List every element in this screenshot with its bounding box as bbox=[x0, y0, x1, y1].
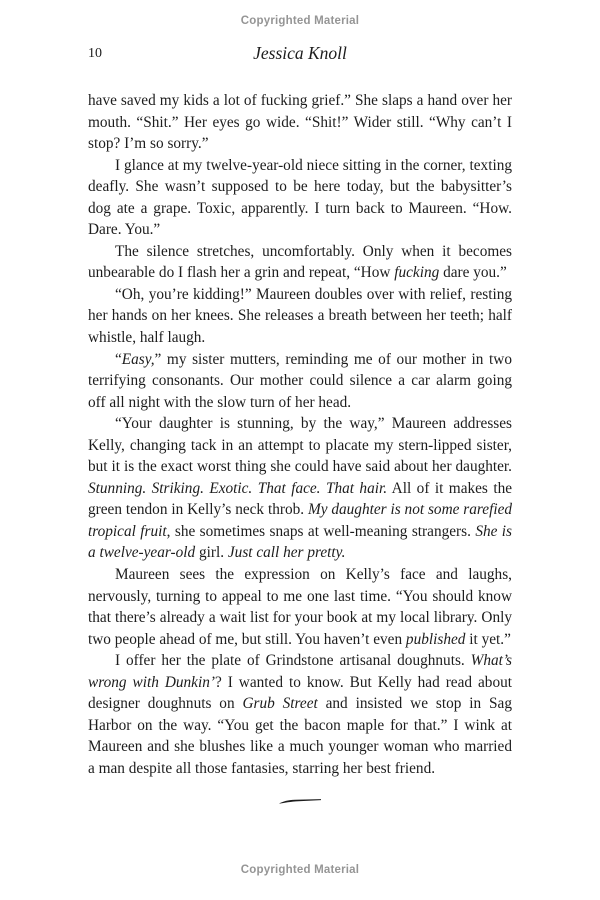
section-break-ornament bbox=[278, 796, 322, 806]
text-segment: have saved my kids a lot of fucking grief.” She slaps a hand over her mouth. “Shit.” Her eyes go wide. “Shit!” Wider still. “Why can’t I stop? I’m so sorry.” bbox=[88, 92, 512, 153]
italic-text-segment: Just call her pretty. bbox=[227, 544, 346, 562]
text-segment: girl. bbox=[195, 544, 228, 562]
italic-text-segment: published bbox=[405, 630, 466, 648]
paragraph bbox=[88, 284, 512, 349]
copyright-notice-bottom: Copyrighted Material bbox=[240, 864, 360, 876]
italic-text-segment: fucking bbox=[394, 264, 440, 282]
text-segment: ? I wanted to know. But Kelly had read about designer doughnuts on bbox=[88, 673, 512, 713]
italic-text-segment: Easy, bbox=[121, 350, 155, 368]
text-segment: ” my sister mutters, reminding me of our mother in two terrifying consonants. Our mother could silence a car alarm going off all night with the slow turn of her head. bbox=[88, 350, 512, 411]
paragraph bbox=[88, 349, 512, 414]
italic-text-segment: Stunning. Striking. Exotic. That face. That hair. bbox=[88, 479, 388, 497]
page-number: 10 bbox=[88, 46, 102, 61]
text-segment: The silence stretches, uncomfortably. Only when it becomes unbearable do I flash her a grin and repeat, “How bbox=[88, 242, 512, 282]
body-text bbox=[88, 90, 512, 780]
text-segment: and insisted we stop in Sag Harbor on the way. “You get the bacon maple for that.” I wink at Maureen and she blushes like a much younger woman who married a man despite all those fantasies, starring her best friend. bbox=[88, 695, 512, 777]
text-segment: , she sometimes snaps at well-meaning strangers. bbox=[166, 522, 476, 540]
text-segment: dare you.” bbox=[439, 264, 507, 282]
text-segment: I glance at my twelve-year-old niece sitting in the corner, texting deafly. She wasn’t supposed to be here today, but the babysitter’s dog ate a grape. Toxic, apparently. I turn back to Maureen. “How. Dare. You.” bbox=[88, 156, 512, 239]
text-segment: “Your daughter is stunning, by the way,” Maureen addresses Kelly, changing tack in an attempt to placate my stern-lipped sister, but it is the exact worst thing she could have said about her daughter. bbox=[88, 415, 512, 476]
text-segment: All of it makes the green tendon in Kelly’s neck throb. bbox=[88, 479, 513, 519]
italic-text-segment: My daughter is not some rarefied tropical fruit bbox=[88, 501, 513, 540]
text-segment: Maureen sees the expression on Kelly’s face and laughs, nervously, turning to appeal to me one last time. “You should know that there’s already a wait list for your book at my local library. Only two people ahead of me, but still. You haven’t even bbox=[88, 566, 512, 648]
italic-text-segment: Grub Street bbox=[242, 695, 318, 713]
text-segment: “ bbox=[115, 350, 122, 368]
paragraph bbox=[88, 155, 512, 241]
paragraph bbox=[88, 413, 512, 564]
flourish-icon bbox=[278, 796, 322, 806]
italic-text-segment: What’s wrong with Dunkin’ bbox=[88, 652, 512, 691]
paragraph bbox=[88, 564, 512, 650]
copyright-notice-top: Copyrighted Material bbox=[240, 15, 360, 27]
text-segment: I offer her the plate of Grindstone artisanal doughnuts. bbox=[115, 652, 471, 670]
paragraph bbox=[88, 241, 512, 284]
page-header bbox=[88, 43, 512, 65]
paragraph bbox=[88, 90, 512, 155]
text-segment: it yet.” bbox=[465, 630, 511, 648]
paragraph bbox=[88, 650, 512, 779]
running-header-author: Jessica Knoll bbox=[253, 43, 347, 63]
text-segment: “Oh, you’re kidding!” Maureen doubles over with relief, resting her hands on her knees. She releases a breath between her teeth; half whistle, half laugh. bbox=[88, 285, 512, 347]
italic-text-segment: She is a twelve-year-old bbox=[88, 522, 513, 562]
